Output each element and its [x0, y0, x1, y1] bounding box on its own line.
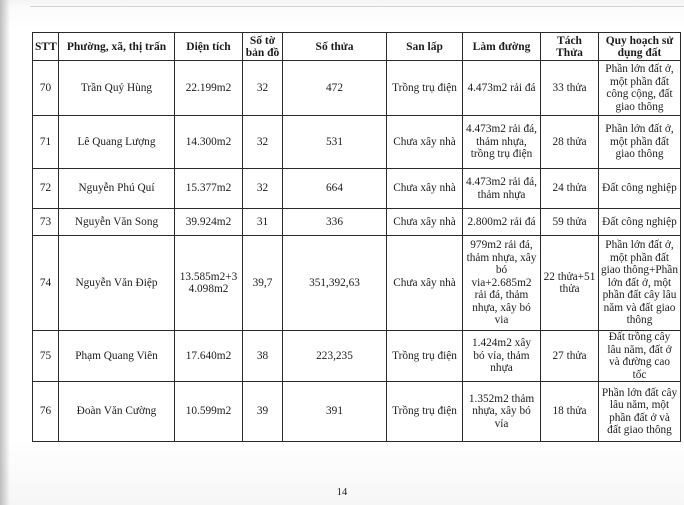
table-header-row — [33, 33, 681, 61]
cell-road: 979m2 rải đá, thảm nhựa, xây bó via+2.685m2 rải đá, thảm nhựa, xây bó via — [463, 236, 541, 331]
cell-split: 59 thửa — [541, 209, 599, 236]
cell-name: Nguyễn Văn Song — [59, 209, 175, 236]
header-parcel: Số thửa — [283, 33, 387, 61]
cell-stt: 72 — [33, 169, 59, 209]
header-leveling: San lấp — [387, 33, 463, 61]
table-row — [33, 209, 681, 236]
cell-leveling: Chưa xây nhà — [387, 169, 463, 209]
cell-stt: 73 — [33, 209, 59, 236]
cell-area: 22.199m2 — [175, 61, 243, 116]
page-number: 14 — [336, 487, 348, 498]
scan-shadow — [0, 0, 10, 505]
page-edge — [30, 6, 684, 7]
land-table — [32, 32, 681, 442]
cell-leveling: Trồng trụ điện — [387, 331, 463, 382]
cell-area: 39.924m2 — [175, 209, 243, 236]
table-row — [33, 236, 681, 331]
cell-area: 17.640m2 — [175, 331, 243, 382]
cell-leveling: Chưa xây nhà — [387, 209, 463, 236]
header-ward: Phường, xã, thị trấn — [59, 33, 175, 61]
cell-land-plan: Phần lớn đất cây lâu năm, một phần đất ở và đất giao thông — [599, 382, 681, 442]
cell-name: Nguyễn Văn Điệp — [59, 236, 175, 331]
cell-stt: 74 — [33, 236, 59, 331]
cell-road: 2.800m2 rải đá — [463, 209, 541, 236]
cell-split: 28 thửa — [541, 116, 599, 169]
cell-parcel: 472 — [283, 61, 387, 116]
cell-leveling: Trồng trụ điện — [387, 61, 463, 116]
cell-area: 10.599m2 — [175, 382, 243, 442]
cell-map-sheet: 32 — [243, 61, 283, 116]
cell-split: 33 thửa — [541, 61, 599, 116]
cell-leveling: Chưa xây nhà — [387, 236, 463, 331]
table-row — [33, 116, 681, 169]
cell-parcel: 223,235 — [283, 331, 387, 382]
cell-parcel: 351,392,63 — [283, 236, 387, 331]
cell-road: 4.473m2 rải đá, thảm nhựa, trồng trụ điện — [463, 116, 541, 169]
cell-parcel: 664 — [283, 169, 387, 209]
header-area: Diện tích — [175, 33, 243, 61]
cell-name: Trần Quý Hùng — [59, 61, 175, 116]
cell-road: 1.352m2 thảm nhựa, xây bó vỉa — [463, 382, 541, 442]
cell-road: 4.473m2 rải đá, thảm nhựa — [463, 169, 541, 209]
cell-area: 15.377m2 — [175, 169, 243, 209]
cell-map-sheet: 32 — [243, 169, 283, 209]
cell-name: Phạm Quang Viên — [59, 331, 175, 382]
cell-area: 14.300m2 — [175, 116, 243, 169]
cell-land-plan: Phần lớn đất ở, một phần đất giao thông — [599, 116, 681, 169]
cell-land-plan: Phần lớn đất ở, một phần đất giao thông+Phần lớn đất ở, một phần đất cây lâu năm và đất giao thông — [599, 236, 681, 331]
cell-parcel: 336 — [283, 209, 387, 236]
table-row — [33, 331, 681, 382]
cell-map-sheet: 39,7 — [243, 236, 283, 331]
table-row — [33, 61, 681, 116]
cell-map-sheet: 32 — [243, 116, 283, 169]
cell-map-sheet: 38 — [243, 331, 283, 382]
cell-stt: 70 — [33, 61, 59, 116]
table-row — [33, 382, 681, 442]
cell-leveling: Trồng trụ điện — [387, 382, 463, 442]
cell-split: 18 thửa — [541, 382, 599, 442]
cell-stt: 71 — [33, 116, 59, 169]
table-row — [33, 169, 681, 209]
cell-name: Nguyễn Phú Quí — [59, 169, 175, 209]
cell-split: 24 thửa — [541, 169, 599, 209]
cell-parcel: 531 — [283, 116, 387, 169]
cell-name: Lê Quang Lượng — [59, 116, 175, 169]
cell-map-sheet: 31 — [243, 209, 283, 236]
cell-split: 22 thửa+51 thửa — [541, 236, 599, 331]
cell-parcel: 391 — [283, 382, 387, 442]
header-land-plan: Quy hoạch sử dụng đất — [599, 33, 681, 61]
cell-land-plan: Đất công nghiệp — [599, 209, 681, 236]
cell-land-plan: Đất trồng cây lâu năm, đất ở và đường cao tốc — [599, 331, 681, 382]
cell-map-sheet: 39 — [243, 382, 283, 442]
header-split: Tách Thửa — [541, 33, 599, 61]
cell-leveling: Chưa xây nhà — [387, 116, 463, 169]
cell-area: 13.585m2+3 4.098m2 — [175, 236, 243, 331]
header-road: Làm đường — [463, 33, 541, 61]
cell-name: Đoàn Văn Cường — [59, 382, 175, 442]
header-map-sheet: Số tờ bản đồ — [243, 33, 283, 61]
cell-road: 1.424m2 xây bó vỉa, thảm nhựa — [463, 331, 541, 382]
cell-road: 4.473m2 rải đá — [463, 61, 541, 116]
cell-land-plan: Đất công nghiệp — [599, 169, 681, 209]
cell-stt: 75 — [33, 331, 59, 382]
cell-land-plan: Phần lớn đất ở, một phần đất công cộng, đất giao thông — [599, 61, 681, 116]
cell-stt: 76 — [33, 382, 59, 442]
cell-split: 27 thửa — [541, 331, 599, 382]
header-stt: STT — [33, 33, 59, 61]
